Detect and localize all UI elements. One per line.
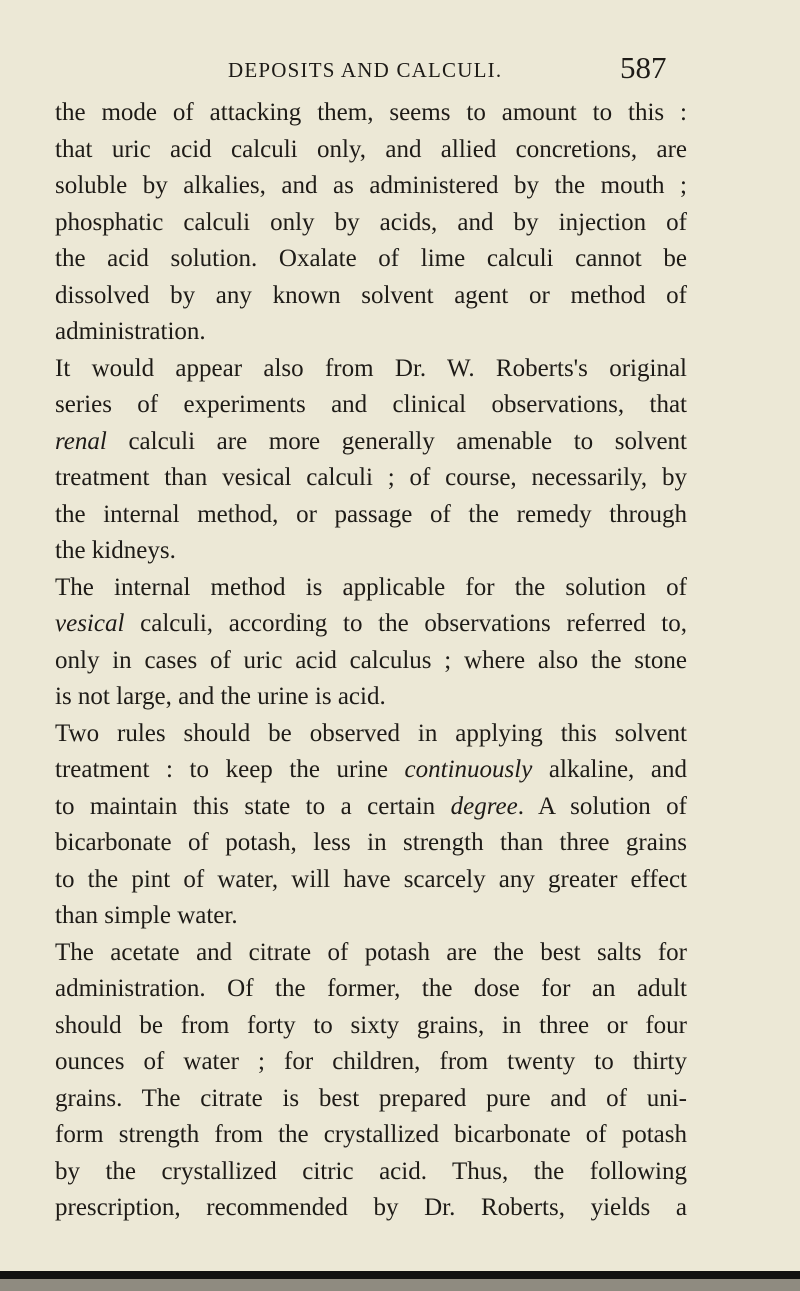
text-line: bicarbonate of potash, less in strength than three grains bbox=[55, 829, 687, 856]
text-line: that uric acid calculi only, and allied concretions, are bbox=[55, 135, 687, 163]
text-line: treatment than vesical calculi ; of course, necessarily, by bbox=[55, 464, 687, 491]
text-line: form strength from the crystallized bicarbonate of potash bbox=[55, 1121, 687, 1148]
text-line: only in cases of uric acid calculus ; where also the stone bbox=[55, 646, 687, 674]
text-line: administration. Of the former, the dose for an adult bbox=[55, 975, 687, 1002]
scan-edge-light bbox=[0, 1279, 800, 1291]
text-line: to maintain this state to a certain degree. A solution of bbox=[55, 792, 688, 820]
page-number: 587 bbox=[620, 50, 667, 85]
page-header bbox=[0, 50, 800, 96]
text-line: the internal method, or passage of the remedy through bbox=[55, 500, 687, 528]
text-line: by the crystallized citric acid. Thus, the following bbox=[55, 1157, 687, 1185]
text-line: administration. bbox=[55, 318, 206, 345]
text-line: soluble by alkalies, and as administered by the mouth ; bbox=[55, 172, 687, 199]
body-text bbox=[55, 95, 687, 1227]
text-line: the mode of attacking them, seems to amount to this : bbox=[55, 99, 687, 126]
text-line: Two rules should be observed in applying this solvent bbox=[55, 719, 687, 747]
text-line: grains. The citrate is best prepared pure and of uni- bbox=[55, 1084, 687, 1112]
text-line: phosphatic calculi only by acids, and by injection of bbox=[55, 208, 687, 236]
text-line: dissolved by any known solvent agent or method of bbox=[55, 281, 687, 309]
text-line: should be from forty to sixty grains, in three or four bbox=[55, 1011, 687, 1039]
text-line: ounces of water ; for children, from twenty to thirty bbox=[55, 1048, 687, 1075]
text-line: than simple water. bbox=[55, 902, 238, 929]
text-line: It would appear also from Dr. W. Roberts's original bbox=[55, 354, 687, 382]
text-line: The internal method is applicable for the solution of bbox=[55, 573, 687, 601]
italic-degree: degree bbox=[450, 792, 518, 820]
text-line: The acetate and citrate of potash are the best salts for bbox=[55, 938, 687, 966]
text-line: vesical calculi, according to the observations referred to, bbox=[55, 610, 687, 637]
text-line: is not large, and the urine is acid. bbox=[55, 683, 386, 710]
running-title: DEPOSITS AND CALCULI. bbox=[228, 58, 503, 82]
text-line: the acid solution. Oxalate of lime calculi cannot be bbox=[55, 245, 687, 272]
text-line: to the pint of water, will have scarcely any greater effect bbox=[55, 865, 687, 893]
scan-edge-dark bbox=[0, 1271, 800, 1279]
text-line: renal calculi are more generally amenable to solvent bbox=[55, 427, 687, 455]
text-line: the kidneys. bbox=[55, 537, 176, 564]
text-line: treatment : to keep the urine continuously alkaline, and bbox=[55, 756, 687, 783]
text-line: series of experiments and clinical observations, that bbox=[55, 391, 687, 418]
italic-continuously: continuously bbox=[404, 756, 533, 783]
italic-renal: renal bbox=[55, 427, 107, 455]
italic-vesical: vesical bbox=[55, 610, 125, 637]
text-line: prescription, recommended by Dr. Roberts, yields a bbox=[55, 1194, 687, 1221]
